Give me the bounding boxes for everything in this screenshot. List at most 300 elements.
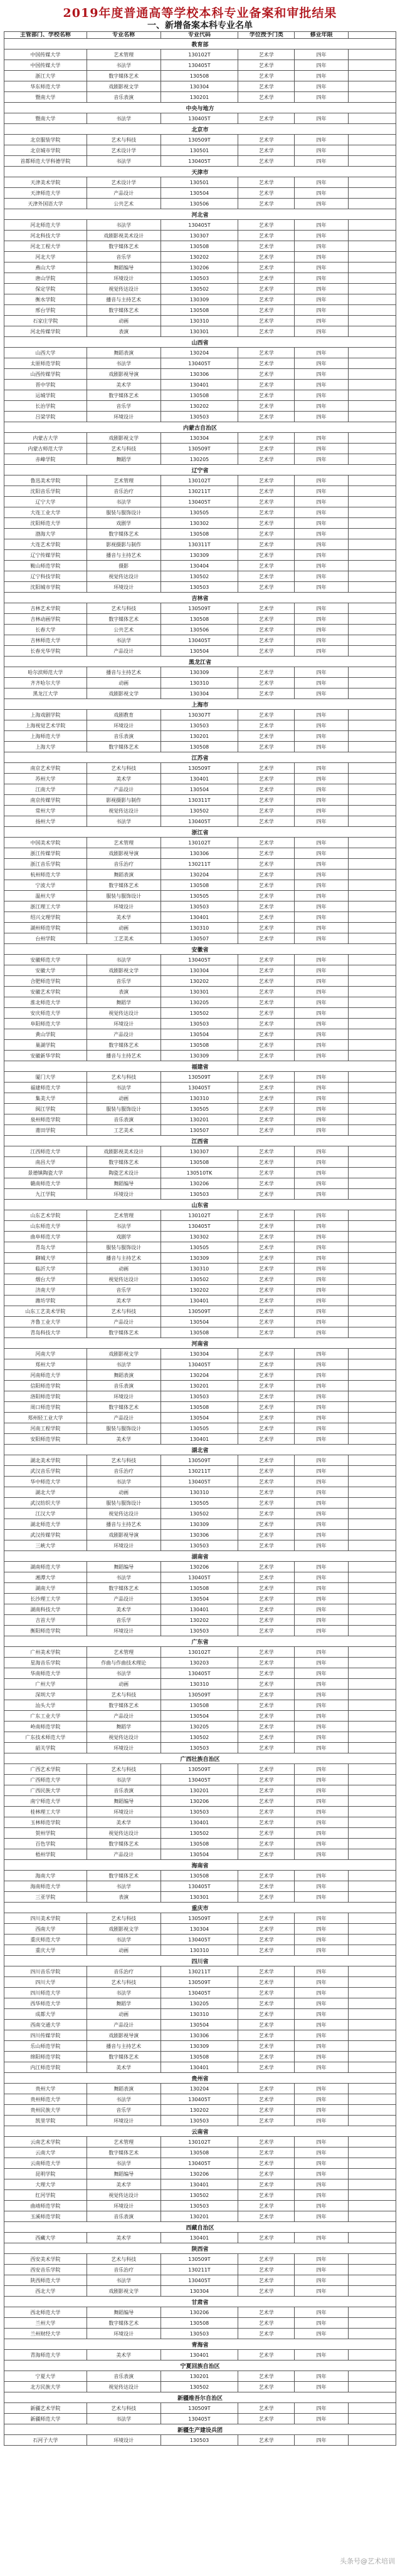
years-cell: 四年 xyxy=(295,529,349,539)
major-code-cell: 130508 xyxy=(161,614,239,624)
major-code-cell: 130211T xyxy=(161,1966,239,1976)
years-cell: 四年 xyxy=(295,710,349,720)
table-row xyxy=(4,2084,396,2094)
major-name-cell: 数字媒体艺术 xyxy=(87,1839,161,1849)
years-cell: 四年 xyxy=(295,1274,349,1284)
empty-cell xyxy=(349,135,396,145)
school-name-cell: 晋中学院 xyxy=(4,380,87,390)
years-cell: 四年 xyxy=(295,1764,349,1774)
degree-cell: 艺术学 xyxy=(238,710,295,720)
major-code-cell: 130510TK xyxy=(161,1168,239,1178)
table-row xyxy=(4,1892,396,1903)
degree-cell: 艺术学 xyxy=(238,380,295,390)
major-name-cell: 戏剧影视文学 xyxy=(87,1349,161,1359)
school-name-cell: 四川音乐学院 xyxy=(4,1966,87,1976)
table-row xyxy=(4,49,396,60)
degree-cell: 艺术学 xyxy=(238,933,295,943)
school-name-cell: 湖南科技大学 xyxy=(4,1604,87,1614)
degree-cell: 艺术学 xyxy=(238,1540,295,1550)
school-name-cell: 深圳大学 xyxy=(4,1690,87,1700)
major-code-cell: 130502 xyxy=(161,284,239,294)
school-name-cell: 辽宁科技学院 xyxy=(4,571,87,581)
major-name-cell: 动画 xyxy=(87,2009,161,2019)
major-code-cell: 130311T xyxy=(161,539,239,549)
degree-cell: 艺术学 xyxy=(238,1029,295,1039)
table-row xyxy=(4,1019,396,1029)
table-row xyxy=(4,561,396,571)
table-row xyxy=(4,1871,396,1881)
degree-cell: 艺术学 xyxy=(238,199,295,209)
years-cell: 四年 xyxy=(295,1306,349,1316)
school-name-cell: 安徽大学 xyxy=(4,965,87,975)
major-code-cell: 130405T xyxy=(161,1775,239,1785)
major-code-cell: 130304 xyxy=(161,81,239,91)
table-row xyxy=(4,2137,396,2148)
years-cell: 四年 xyxy=(295,2350,349,2360)
degree-cell: 艺术学 xyxy=(238,2084,295,2094)
degree-cell: 艺术学 xyxy=(238,1253,295,1263)
major-code-cell: 130206 xyxy=(161,1562,239,1572)
years-cell: 四年 xyxy=(295,1945,349,1955)
empty-cell xyxy=(349,848,396,858)
major-name-cell: 摄影 xyxy=(87,561,161,571)
school-name-cell: 安徽师范大学 xyxy=(4,955,87,965)
school-name-cell: 韶关学院 xyxy=(4,1743,87,1753)
years-cell: 四年 xyxy=(295,2201,349,2211)
major-name-cell: 音乐表演 xyxy=(87,1785,161,1795)
major-code-cell: 130206 xyxy=(161,2307,239,2317)
major-code-cell: 130202 xyxy=(161,252,239,262)
years-cell: 四年 xyxy=(295,678,349,688)
major-name-cell: 视觉传达设计 xyxy=(87,2190,161,2200)
table-row xyxy=(4,444,396,454)
province-group-heading: 浙江省 xyxy=(4,827,396,838)
table-row xyxy=(4,1189,396,1200)
table-row xyxy=(4,188,396,199)
table-row xyxy=(4,614,396,625)
empty-cell xyxy=(349,273,396,283)
table-row xyxy=(4,1935,396,1945)
school-name-cell: 山东艺术学院 xyxy=(4,1210,87,1220)
school-name-cell: 闽江学院 xyxy=(4,1104,87,1114)
school-name-cell: 成都大学 xyxy=(4,2009,87,2019)
degree-cell: 艺术学 xyxy=(238,1711,295,1721)
major-code-cell: 130508 xyxy=(161,1871,239,1881)
major-name-cell: 音乐学 xyxy=(87,976,161,986)
years-cell: 四年 xyxy=(295,1604,349,1614)
major-name-cell: 艺术与科技 xyxy=(87,1455,161,1465)
empty-cell xyxy=(349,475,396,486)
major-code-cell: 130102T xyxy=(161,1647,239,1657)
major-code-cell: 130405T xyxy=(161,816,239,826)
degree-cell: 艺术学 xyxy=(238,529,295,539)
header-years: 修业年限 xyxy=(295,32,349,38)
school-name-cell: 河北科技大学 xyxy=(4,231,87,241)
major-code-cell: 130204 xyxy=(161,870,239,880)
major-code-cell: 130401 xyxy=(161,2179,239,2189)
empty-cell xyxy=(349,1849,396,1859)
major-code-cell: 130306 xyxy=(161,369,239,379)
table-row xyxy=(4,784,396,795)
school-name-cell: 天津外国语大学 xyxy=(4,199,87,209)
school-name-cell: 湘潭大学 xyxy=(4,1572,87,1582)
major-code-cell: 130102T xyxy=(161,838,239,848)
school-name-cell: 新疆艺术学院 xyxy=(4,2403,87,2413)
table-row xyxy=(4,326,396,337)
major-name-cell: 书法学 xyxy=(87,1935,161,1945)
degree-cell: 艺术学 xyxy=(238,2116,295,2126)
table-row xyxy=(4,1029,396,1040)
school-name-cell: 邢台学院 xyxy=(4,305,87,315)
school-name-cell: 南昌大学 xyxy=(4,1157,87,1167)
years-cell: 四年 xyxy=(295,1732,349,1742)
years-cell: 四年 xyxy=(295,1029,349,1039)
table-row xyxy=(4,2169,396,2179)
empty-cell xyxy=(349,912,396,922)
empty-cell xyxy=(349,1274,396,1284)
table-row xyxy=(4,1125,396,1136)
major-code-cell: 130509T xyxy=(161,1072,239,1082)
major-code-cell: 130509T xyxy=(161,1306,239,1316)
degree-cell: 艺术学 xyxy=(238,1008,295,1018)
school-name-cell: 吉林动画学院 xyxy=(4,614,87,624)
years-cell: 四年 xyxy=(295,1359,349,1369)
major-code-cell: 130201 xyxy=(161,2371,239,2381)
table-row xyxy=(4,1455,396,1466)
table-row xyxy=(4,273,396,284)
major-name-cell: 书法学 xyxy=(87,220,161,230)
school-name-cell: 上海戏剧学院 xyxy=(4,710,87,720)
major-name-cell: 舞蹈表演 xyxy=(87,1370,161,1380)
table-row xyxy=(4,1540,396,1551)
empty-cell xyxy=(349,518,396,528)
major-name-cell: 视觉传达设计 xyxy=(87,1274,161,1284)
empty-cell xyxy=(349,1317,396,1327)
major-code-cell: 130505 xyxy=(161,1498,239,1508)
major-name-cell: 播音与主持艺术 xyxy=(87,1519,161,1529)
degree-cell: 艺术学 xyxy=(238,870,295,880)
major-name-cell: 音乐治疗 xyxy=(87,1466,161,1476)
degree-cell: 艺术学 xyxy=(238,1168,295,1178)
table-row xyxy=(4,1988,396,1998)
empty-cell xyxy=(349,1029,396,1039)
empty-cell xyxy=(349,220,396,230)
table-row xyxy=(4,1775,396,1785)
degree-cell: 艺术学 xyxy=(238,1242,295,1252)
empty-cell xyxy=(349,1083,396,1093)
degree-cell: 艺术学 xyxy=(238,2371,295,2381)
years-cell: 四年 xyxy=(295,838,349,848)
major-name-cell: 舞蹈学 xyxy=(87,1998,161,2008)
empty-cell xyxy=(349,390,396,400)
degree-cell: 艺术学 xyxy=(238,369,295,379)
school-name-cell: 三亚学院 xyxy=(4,1892,87,1902)
school-name-cell: 湖南大学 xyxy=(4,1583,87,1593)
years-cell: 四年 xyxy=(295,1658,349,1668)
years-cell: 四年 xyxy=(295,1391,349,1401)
table-row xyxy=(4,1572,396,1583)
major-code-cell: 130304 xyxy=(161,433,239,443)
degree-cell: 艺术学 xyxy=(238,2211,295,2221)
major-name-cell: 书法学 xyxy=(87,1083,161,1093)
school-name-cell: 华东师范大学 xyxy=(4,81,87,91)
major-code-cell: 130507 xyxy=(161,1125,239,1135)
degree-cell: 艺术学 xyxy=(238,71,295,81)
years-cell: 四年 xyxy=(295,720,349,730)
degree-cell: 艺术学 xyxy=(238,763,295,773)
empty-cell xyxy=(349,454,396,464)
school-name-cell: 台州学院 xyxy=(4,933,87,943)
degree-cell: 艺术学 xyxy=(238,625,295,635)
degree-cell: 艺术学 xyxy=(238,859,295,869)
empty-cell xyxy=(349,1178,396,1188)
major-name-cell: 数字媒体艺术 xyxy=(87,1700,161,1710)
years-cell: 四年 xyxy=(295,1178,349,1188)
major-code-cell: 130310 xyxy=(161,1679,239,1689)
years-cell: 四年 xyxy=(295,2009,349,2019)
school-name-cell: 西南交通大学 xyxy=(4,2020,87,2030)
empty-cell xyxy=(349,603,396,613)
table-row xyxy=(4,2307,396,2318)
major-name-cell: 音乐表演 xyxy=(87,2371,161,2381)
school-name-cell: 河北师范大学 xyxy=(4,220,87,230)
table-row xyxy=(4,1647,396,1658)
empty-cell xyxy=(349,1796,396,1806)
years-cell: 四年 xyxy=(295,1008,349,1018)
degree-cell: 艺术学 xyxy=(238,1370,295,1380)
degree-cell: 艺术学 xyxy=(238,1828,295,1838)
degree-cell: 艺术学 xyxy=(238,273,295,283)
major-name-cell: 音乐表演 xyxy=(87,731,161,741)
major-code-cell: 130508 xyxy=(161,390,239,400)
major-name-cell: 书法学 xyxy=(87,113,161,123)
major-name-cell: 戏剧教育 xyxy=(87,710,161,720)
empty-cell xyxy=(349,507,396,517)
empty-cell xyxy=(349,1711,396,1721)
empty-cell xyxy=(349,1732,396,1742)
school-name-cell: 南京传媒学院 xyxy=(4,795,87,805)
degree-cell: 艺术学 xyxy=(238,1615,295,1625)
school-name-cell: 湖北美术学院 xyxy=(4,1455,87,1465)
school-name-cell: 中国传媒大学 xyxy=(4,60,87,70)
major-name-cell: 陶瓷艺术设计 xyxy=(87,1168,161,1178)
school-name-cell: 云南师范大学 xyxy=(4,2158,87,2168)
years-cell: 四年 xyxy=(295,433,349,443)
table-row xyxy=(4,1487,396,1498)
school-name-cell: 哈尔滨师范大学 xyxy=(4,667,87,677)
major-name-cell: 书法学 xyxy=(87,358,161,368)
degree-cell: 艺术学 xyxy=(238,177,295,187)
province-group-heading: 北京市 xyxy=(4,124,396,135)
major-code-cell: 130509T xyxy=(161,135,239,145)
empty-cell xyxy=(349,870,396,880)
table-row xyxy=(4,1232,396,1242)
degree-cell: 艺术学 xyxy=(238,1562,295,1572)
major-name-cell: 书法学 xyxy=(87,1572,161,1582)
empty-cell xyxy=(349,1253,396,1263)
school-name-cell: 衡阳师范学院 xyxy=(4,1626,87,1636)
degree-cell: 艺术学 xyxy=(238,1210,295,1220)
table-row xyxy=(4,1807,396,1817)
province-group-heading: 福建省 xyxy=(4,1061,396,1072)
degree-cell: 艺术学 xyxy=(238,1530,295,1540)
degree-cell: 艺术学 xyxy=(238,1104,295,1114)
years-cell: 四年 xyxy=(295,2116,349,2126)
school-name-cell: 绍兴文理学院 xyxy=(4,912,87,922)
major-name-cell: 音乐治疗 xyxy=(87,2265,161,2275)
years-cell: 四年 xyxy=(295,912,349,922)
major-name-cell: 环境设计 xyxy=(87,2435,161,2445)
school-name-cell: 曲阜师范大学 xyxy=(4,1232,87,1242)
degree-cell: 艺术学 xyxy=(238,1221,295,1231)
degree-cell: 艺术学 xyxy=(238,2020,295,2030)
province-group-heading: 甘肃省 xyxy=(4,2297,396,2307)
major-code-cell: 130503 xyxy=(161,2329,239,2339)
degree-cell: 艺术学 xyxy=(238,891,295,901)
major-code-cell: 130504 xyxy=(161,1029,239,1039)
table-row xyxy=(4,412,396,422)
school-name-cell: 石河子大学 xyxy=(4,2435,87,2445)
empty-cell xyxy=(349,2329,396,2339)
table-row xyxy=(4,965,396,976)
school-name-cell: 宁夏大学 xyxy=(4,2371,87,2381)
empty-cell xyxy=(349,1604,396,1614)
years-cell: 四年 xyxy=(295,2382,349,2392)
years-cell: 四年 xyxy=(295,454,349,464)
major-name-cell: 公共艺术 xyxy=(87,625,161,635)
empty-cell xyxy=(349,2318,396,2328)
empty-cell xyxy=(349,2052,396,2062)
table-row xyxy=(4,2190,396,2201)
major-code-cell: 130401 xyxy=(161,2350,239,2360)
school-name-cell: 四川师范大学 xyxy=(4,1988,87,1998)
major-name-cell: 服装与服饰设计 xyxy=(87,1104,161,1114)
major-code-cell: 130201 xyxy=(161,1381,239,1391)
school-name-cell: 鲁迅美术学院 xyxy=(4,475,87,486)
degree-cell: 艺术学 xyxy=(238,1839,295,1849)
years-cell: 四年 xyxy=(295,486,349,496)
school-name-cell: 浙江音乐学院 xyxy=(4,859,87,869)
major-name-cell: 音乐学 xyxy=(87,401,161,411)
school-name-cell: 华南师范大学 xyxy=(4,1668,87,1678)
major-name-cell: 数字媒体艺术 xyxy=(87,2052,161,2062)
years-cell: 四年 xyxy=(295,1690,349,1700)
degree-cell: 艺术学 xyxy=(238,1477,295,1487)
table-row xyxy=(4,891,396,901)
empty-cell xyxy=(349,2105,396,2115)
empty-cell xyxy=(349,1455,396,1465)
school-name-cell: 郑州轻工业大学 xyxy=(4,1413,87,1423)
degree-cell: 艺术学 xyxy=(238,358,295,368)
major-name-cell: 舞蹈表演 xyxy=(87,2084,161,2094)
empty-cell xyxy=(349,1924,396,1934)
major-name-cell: 戏剧学 xyxy=(87,1232,161,1242)
empty-cell xyxy=(349,1285,396,1295)
major-name-cell: 书法学 xyxy=(87,497,161,507)
major-code-cell: 130310 xyxy=(161,1945,239,1955)
major-code-cell: 130401 xyxy=(161,2062,239,2072)
table-row xyxy=(4,1146,396,1157)
years-cell: 四年 xyxy=(295,1168,349,1178)
empty-cell xyxy=(349,2020,396,2030)
table-row xyxy=(4,1221,396,1232)
empty-cell xyxy=(349,1626,396,1636)
school-name-cell: 西藏大学 xyxy=(4,2233,87,2243)
major-name-cell: 美术学 xyxy=(87,912,161,922)
major-name-cell: 艺术与科技 xyxy=(87,1913,161,1923)
empty-cell xyxy=(349,635,396,645)
school-name-cell: 陕西师范大学 xyxy=(4,2275,87,2285)
degree-cell: 艺术学 xyxy=(238,742,295,752)
major-code-cell: 130206 xyxy=(161,2169,239,2179)
table-row xyxy=(4,795,396,806)
degree-cell: 艺术学 xyxy=(238,294,295,304)
degree-cell: 艺术学 xyxy=(238,2275,295,2285)
table-row xyxy=(4,1700,396,1711)
degree-cell: 艺术学 xyxy=(238,316,295,326)
table-row xyxy=(4,1519,396,1530)
major-name-cell: 视觉传达设计 xyxy=(87,2382,161,2392)
degree-cell: 艺术学 xyxy=(238,1775,295,1785)
degree-cell: 艺术学 xyxy=(238,1040,295,1050)
major-name-cell: 动画 xyxy=(87,678,161,688)
major-name-cell: 产品设计 xyxy=(87,1413,161,1423)
empty-cell xyxy=(349,1743,396,1753)
table-row xyxy=(4,177,396,188)
school-name-cell: 齐齐哈尔大学 xyxy=(4,678,87,688)
years-cell: 四年 xyxy=(295,326,349,336)
table-row xyxy=(4,1370,396,1381)
school-name-cell: 兰州财经大学 xyxy=(4,2329,87,2339)
empty-cell xyxy=(349,2233,396,2243)
table-row xyxy=(4,667,396,678)
major-code-cell: 130503 xyxy=(161,2201,239,2211)
table-row xyxy=(4,475,396,486)
major-name-cell: 美术学 xyxy=(87,2350,161,2360)
years-cell: 四年 xyxy=(295,71,349,81)
major-code-cell: 130509T xyxy=(161,1977,239,1987)
major-code-cell: 130405T xyxy=(161,1477,239,1487)
major-code-cell: 130504 xyxy=(161,1711,239,1721)
degree-cell: 艺术学 xyxy=(238,412,295,422)
major-code-cell: 130206 xyxy=(161,1178,239,1188)
table-row xyxy=(4,401,396,412)
major-name-cell: 动画 xyxy=(87,1487,161,1497)
school-name-cell: 衡水学院 xyxy=(4,294,87,304)
table-row xyxy=(4,2158,396,2169)
table-row xyxy=(4,646,396,657)
table-row xyxy=(4,1998,396,2009)
major-code-cell: 130502 xyxy=(161,2190,239,2200)
province-group-heading: 江苏省 xyxy=(4,752,396,763)
table-row xyxy=(4,454,396,465)
empty-cell xyxy=(349,987,396,997)
major-name-cell: 数字媒体艺术 xyxy=(87,1040,161,1050)
school-name-cell: 百色学院 xyxy=(4,1839,87,1849)
school-name-cell: 河南大学 xyxy=(4,1349,87,1359)
province-group-heading: 辽宁省 xyxy=(4,465,396,475)
empty-cell xyxy=(349,880,396,890)
table-row xyxy=(4,2201,396,2211)
table-row xyxy=(4,710,396,720)
table-row xyxy=(4,2265,396,2275)
years-cell: 四年 xyxy=(295,92,349,102)
degree-cell: 艺术学 xyxy=(238,444,295,454)
major-name-cell: 书法学 xyxy=(87,1988,161,1998)
major-code-cell: 130405T xyxy=(161,113,239,123)
major-code-cell: 130508 xyxy=(161,1583,239,1593)
years-cell: 四年 xyxy=(295,688,349,699)
